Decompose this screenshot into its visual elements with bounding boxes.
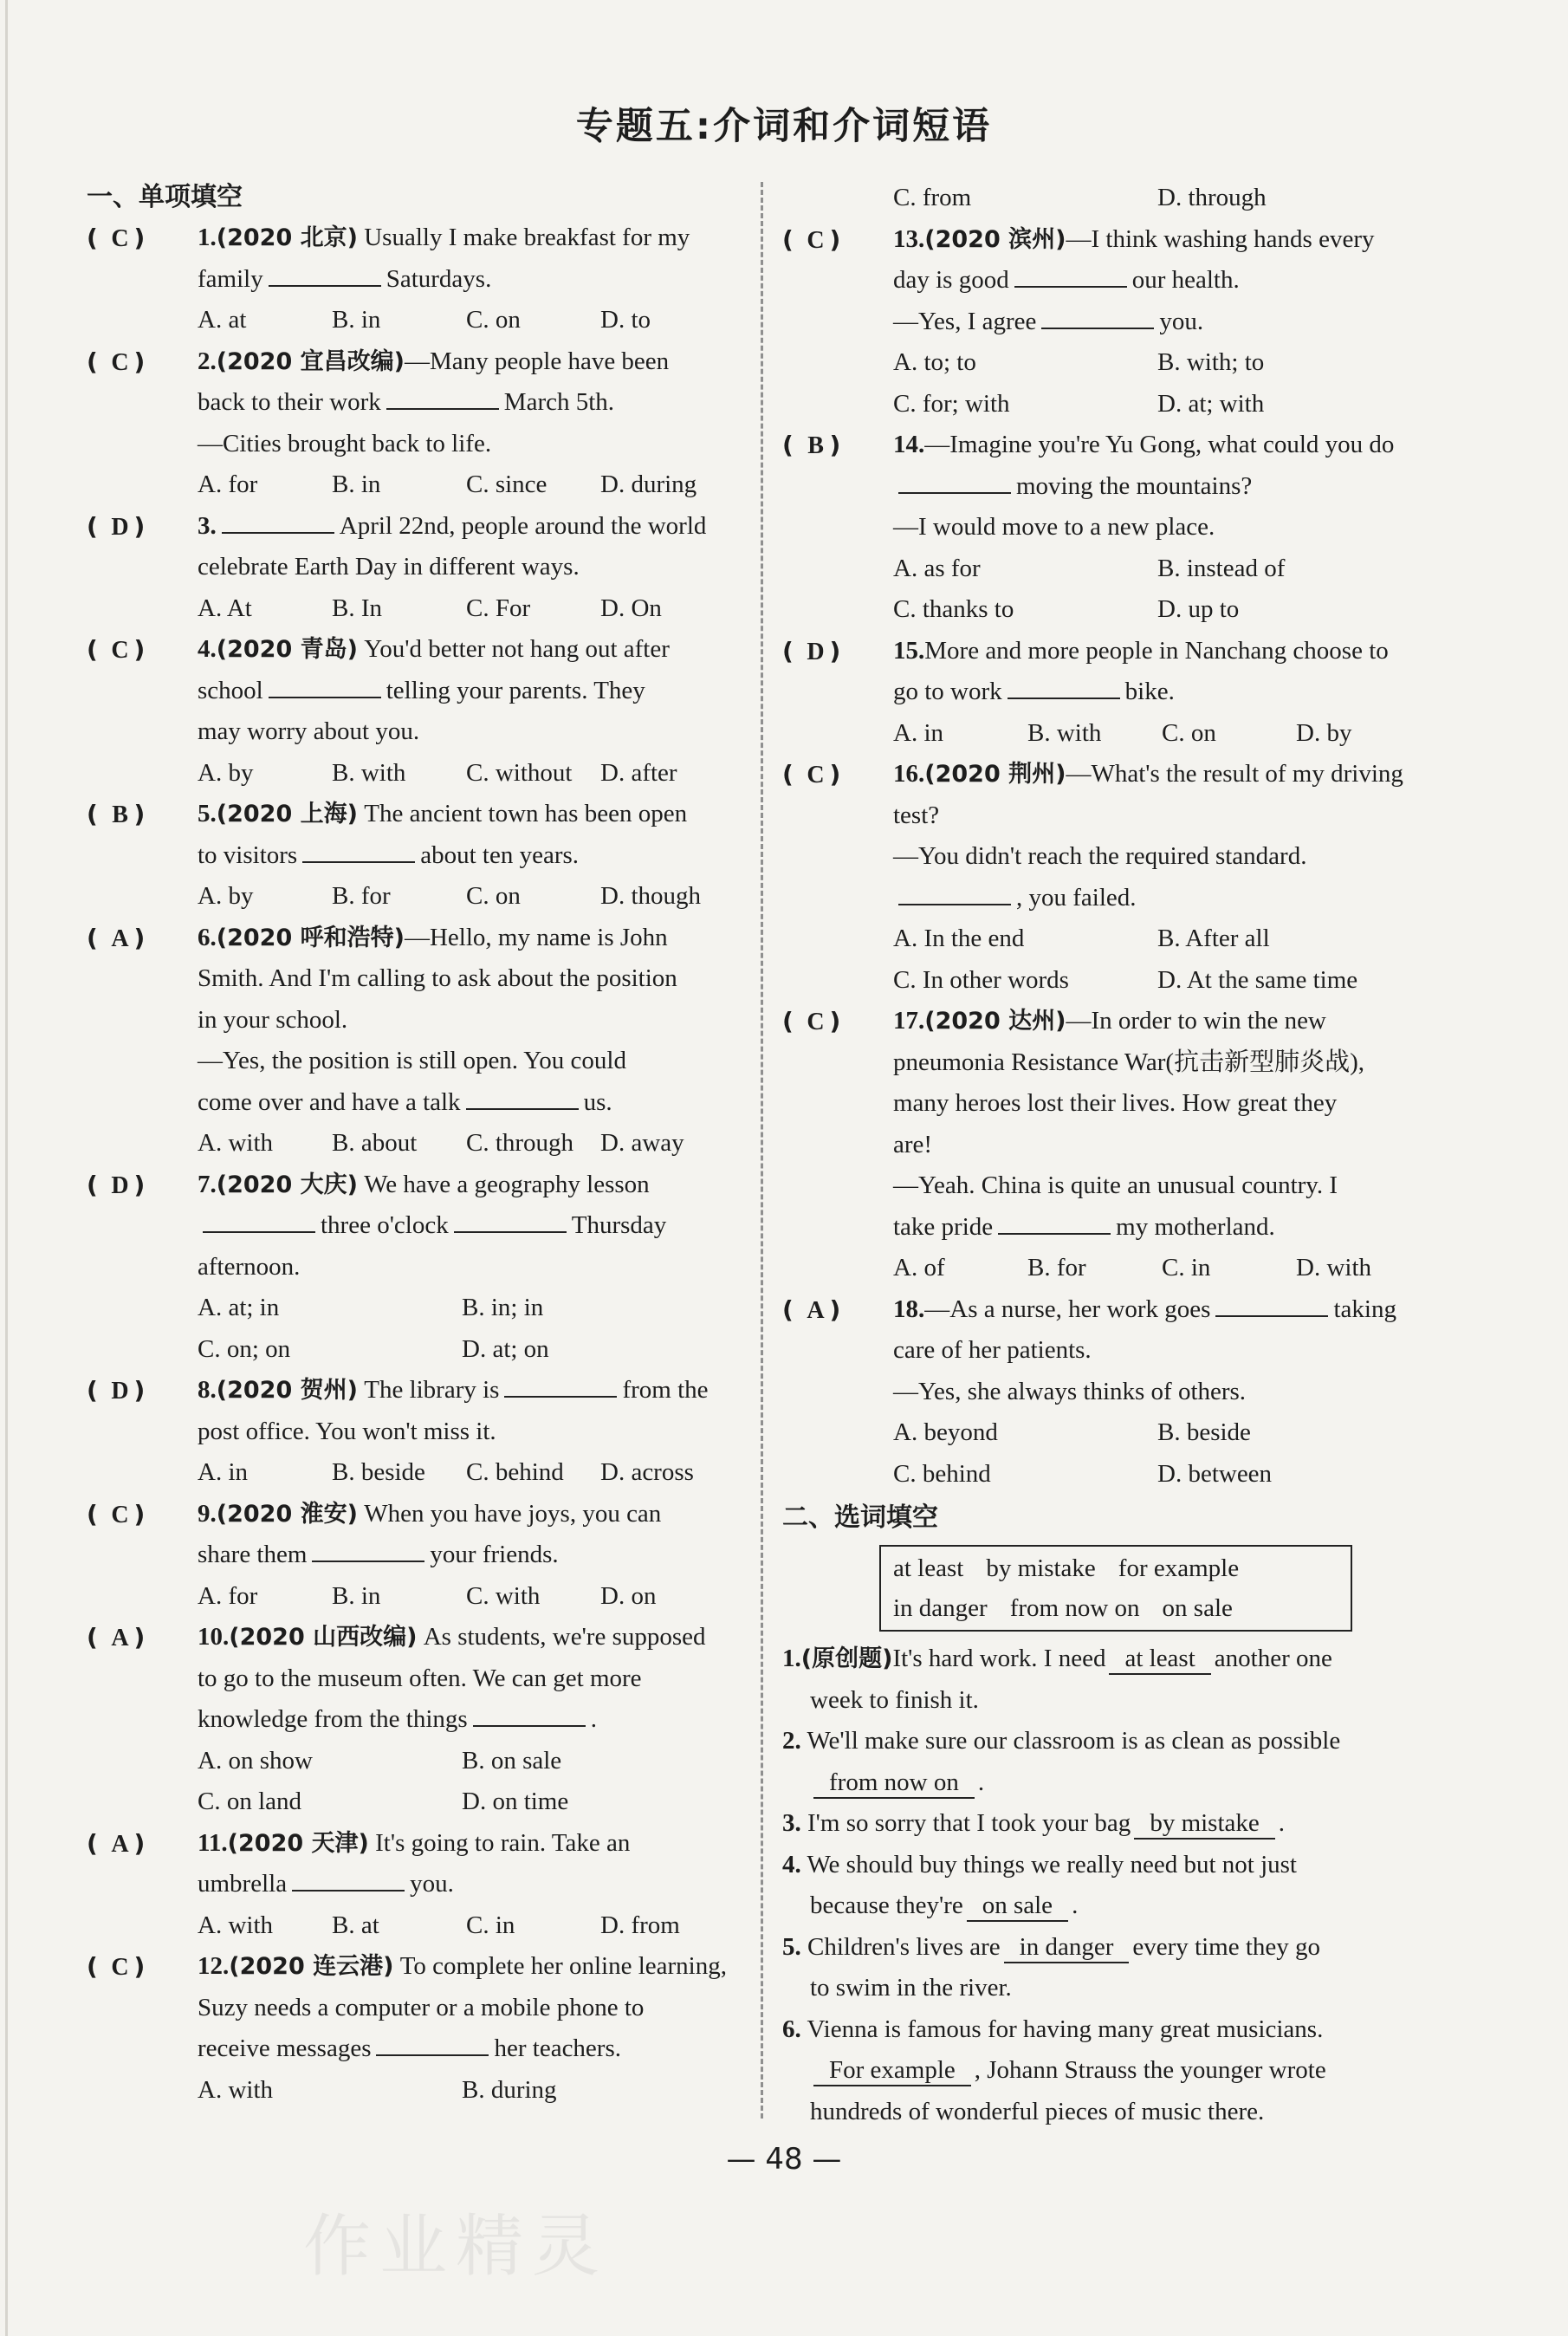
answer-blank[interactable]: [1014, 263, 1127, 288]
answer-blank[interactable]: [466, 1086, 579, 1110]
section-heading-word-fill: 二、选词填空: [782, 1502, 938, 1533]
filled-answer[interactable]: in danger: [1004, 1932, 1130, 1963]
question-1: ( C ) 1.(2020 北京) Usually I make breakfast for my family Saturdays. A. at B. in C. on D. to: [87, 217, 738, 341]
answer-blank[interactable]: [269, 674, 381, 698]
word-bank-box: at least by mistake for example in danger from now on on sale: [879, 1545, 1352, 1632]
answer-blank[interactable]: [1008, 675, 1120, 699]
section-heading-single-choice: 一、单项填空: [87, 182, 243, 212]
question-11: ( A ) 11.(2020 天津) It's going to rain. Take an umbrella you. A. with B. at C. in D. from: [87, 1828, 680, 1939]
answer-blank[interactable]: [376, 2032, 489, 2056]
column-divider: [761, 182, 763, 2119]
answer-blank[interactable]: [454, 1209, 567, 1233]
answer-blank[interactable]: [1041, 305, 1154, 329]
filled-answer[interactable]: on sale: [967, 1891, 1068, 1922]
answer-blank[interactable]: [386, 386, 499, 410]
answer-blank[interactable]: [203, 1209, 315, 1233]
page-title: 专题五:介词和介词短语: [575, 105, 993, 148]
filled-answer[interactable]: from now on: [813, 1768, 975, 1799]
answer-blank[interactable]: [292, 1867, 405, 1892]
fill-question-1: 1.(原创题)It's hard work. I need at least another one week to finish it.: [782, 1645, 1332, 1714]
answer-blank[interactable]: [302, 839, 415, 863]
answer-blank[interactable]: [473, 1703, 586, 1727]
answer-blank[interactable]: [312, 1538, 424, 1562]
question-12-options-cont: C. from D. through: [893, 184, 1267, 211]
answer-blank[interactable]: [998, 1210, 1111, 1235]
word-fill-questions: [782, 1638, 1438, 2132]
question-2: ( C ) 2.(2020 宜昌改编)—Many people have been back to their work March 5th. —Cities brought back to life. A. for B. in C. since D. during: [87, 347, 697, 498]
fill-question-5: 5. Children's lives are in danger every time they go to swim in the river.: [782, 1932, 1321, 2002]
page-number: — 48 —: [726, 2142, 842, 2177]
fill-question-4: 4. We should buy things we really need but not just because they're on sale .: [782, 1845, 1438, 1927]
question-13: ( C ) 13.(2020 滨州)—I think washing hands every day is good our health. —Yes, I agree you. A. to; to B. with; to C. for; with D. at; with: [782, 224, 1375, 418]
question-16: ( C ) 16.(2020 荆州)—What's the result of my driving test? —You didn't reach the required standard. , you failed. A. In the end B. After all C. In other words D. At the same time: [782, 760, 1403, 994]
question-5: ( B ) 5.(2020 上海) The ancient town has been open to visitors about ten years. A. by B. for C. on D. though: [87, 800, 701, 910]
answer-blank[interactable]: [269, 263, 381, 287]
question-4: ( C ) 4.(2020 青岛) You'd better not hang out after school telling your parents. They may worry about you. A. by B. with C. without D. after: [87, 635, 677, 787]
question-15: ( D ) 15.More and more people in Nanchang choose to go to work bike. A. in B. with C. on D. by: [782, 636, 1389, 747]
question-7: ( D ) 7.(2020 大庆) We have a geography lesson three o'clock Thursday afternoon. A. at; in B. in; in C. on; on D. at; on: [87, 1170, 667, 1363]
question-17: ( C ) 17.(2020 达州)—In order to win the new pneumonia Resistance War(抗击新型肺炎战), many heroes lost their lives. How great they are! —Yeah. China is quite an unusual country. I take pride my motherland. A. of B. for C. in D. with: [782, 1007, 1371, 1282]
question-18: ( A ) 18.—As a nurse, her work goes taking care of her patients. —Yes, she always thinks of others. A. beyond B. beside C. behind D. between: [782, 1289, 1438, 1496]
answer-blank[interactable]: [898, 470, 1011, 494]
answer-blank[interactable]: [504, 1373, 617, 1398]
question-10: ( A ) 10.(2020 山西改编) As students, we're supposed to go to the museum often. We can get more knowledge from the things . A. on show B. on sale C. on land D. on time: [87, 1623, 706, 1815]
question-12: ( C ) 12.(2020 连云港) To complete her online learning, Suzy needs a computer or a mobile phone to receive messages her teachers. A. with B. during: [87, 1952, 727, 2104]
left-column: [87, 178, 738, 2111]
fill-question-2: 2. We'll make sure our classroom is as clean as possible from now on .: [782, 1721, 1438, 1803]
filled-answer[interactable]: at least: [1109, 1644, 1210, 1675]
answer-bracket: ( C ): [87, 224, 146, 252]
filled-answer[interactable]: For example: [813, 2055, 971, 2086]
answer-blank[interactable]: [898, 881, 1011, 905]
question-8: ( D ) 8.(2020 贺州) The library is from the post office. You won't miss it. A. in B. beside C. behind D. across: [87, 1370, 738, 1494]
question-3: ( D ) 3. April 22nd, people around the world celebrate Earth Day in different ways. A. At B. In C. For D. On: [87, 506, 738, 630]
fill-question-3: 3. I'm so sorry that I took your bag by mistake .: [782, 1803, 1438, 1845]
right-column: [782, 178, 1438, 2132]
filled-answer[interactable]: by mistake: [1134, 1808, 1274, 1840]
question-6: ( A ) 6.(2020 呼和浩特)—Hello, my name is John Smith. And I'm calling to ask about the position in your school. —Yes, the position is still open. You could come over and have a talk us. A. with B. about C. through D. away: [87, 923, 684, 1157]
fill-question-6: 6. Vienna is famous for having many great musicians. For example , Johann Strauss the younger wrote hundreds of wonderful pieces of music there.: [782, 2015, 1326, 2125]
answer-blank[interactable]: [222, 509, 334, 534]
answer-blank[interactable]: [1215, 1293, 1328, 1317]
question-14: ( B ) 14.—Imagine you're Yu Gong, what could you do moving the mountains? —I would move to a new place. A. as for B. instead of C. thanks to D. up to: [782, 431, 1395, 623]
page-edge: [5, 0, 8, 2336]
question-9: ( C ) 9.(2020 淮安) When you have joys, you can share them your friends. A. for B. in C. with D. on: [87, 1499, 662, 1610]
watermark-logo: 作业精灵: [303, 2208, 609, 2286]
